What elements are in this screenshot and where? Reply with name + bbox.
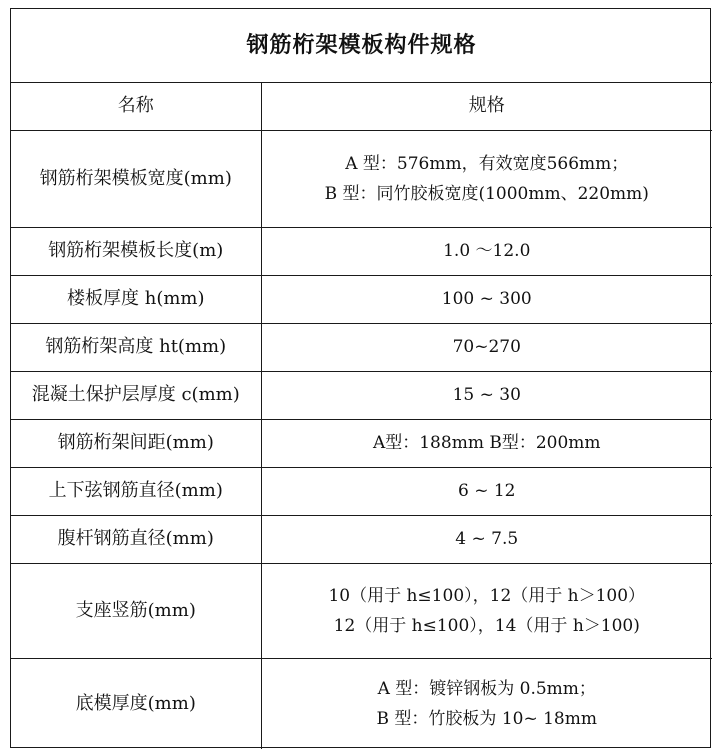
table-row <box>11 227 712 275</box>
spec-line: 6 ~ 12 <box>458 481 516 501</box>
row-name: 钢筋桁架模板长度(m) <box>11 227 261 275</box>
table-row <box>11 419 712 467</box>
header-name: 名称 <box>11 82 261 130</box>
row-name: 支座竖筋(mm) <box>11 563 261 658</box>
spec-line: 12（用于 h≤100），14（用于 h＞100) <box>333 615 640 636</box>
spec-line: 4 ~ 7.5 <box>455 529 519 549</box>
table-row <box>11 563 712 658</box>
spec-line: 100 ~ 300 <box>441 289 532 309</box>
row-spec <box>261 419 712 467</box>
table-row <box>11 658 712 749</box>
row-name: 混凝土保护层厚度 c(mm) <box>11 371 261 419</box>
row-spec <box>261 515 712 563</box>
row-spec <box>261 371 712 419</box>
spec-line: 1.0 ～12.0 <box>443 241 531 261</box>
row-name: 上下弦钢筋直径(mm) <box>11 467 261 515</box>
row-name: 钢筋桁架高度 ht(mm) <box>11 323 261 371</box>
row-name: 钢筋桁架模板宽度(mm) <box>11 130 261 227</box>
header-row <box>11 82 712 130</box>
row-name: 钢筋桁架间距(mm) <box>11 419 261 467</box>
row-spec <box>261 130 712 227</box>
table-row <box>11 467 712 515</box>
row-spec <box>261 275 712 323</box>
row-name: 楼板厚度 h(mm) <box>11 275 261 323</box>
spec-table-frame <box>10 8 711 748</box>
table-row <box>11 515 712 563</box>
spec-line: 70~270 <box>452 337 521 357</box>
row-spec <box>261 227 712 275</box>
spec-line: B 型：竹胶板为 10~ 18mm <box>376 708 597 729</box>
row-name: 腹杆钢筋直径(mm) <box>11 515 261 563</box>
row-spec <box>261 563 712 658</box>
table-row <box>11 371 712 419</box>
row-name: 底模厚度(mm) <box>11 658 261 749</box>
spec-line: 10（用于 h≤100），12（用于 h＞100） <box>328 585 646 606</box>
table-title: 钢筋桁架模板构件规格 <box>11 9 712 82</box>
spec-line: B 型：同竹胶板宽度(1000mm、220mm) <box>324 183 649 204</box>
row-spec <box>261 467 712 515</box>
header-spec: 规格 <box>261 82 712 130</box>
table-row <box>11 275 712 323</box>
table-row <box>11 323 712 371</box>
spec-line: 15 ~ 30 <box>452 385 521 405</box>
spec-table <box>11 9 712 749</box>
table-row <box>11 130 712 227</box>
spec-line: A 型：576mm，有效宽度566mm； <box>345 153 629 174</box>
row-spec <box>261 658 712 749</box>
spec-line: A型：188mm B型：200mm <box>372 433 601 453</box>
title-row <box>11 9 712 82</box>
spec-line: A 型：镀锌钢板为 0.5mm； <box>377 678 596 699</box>
row-spec <box>261 323 712 371</box>
